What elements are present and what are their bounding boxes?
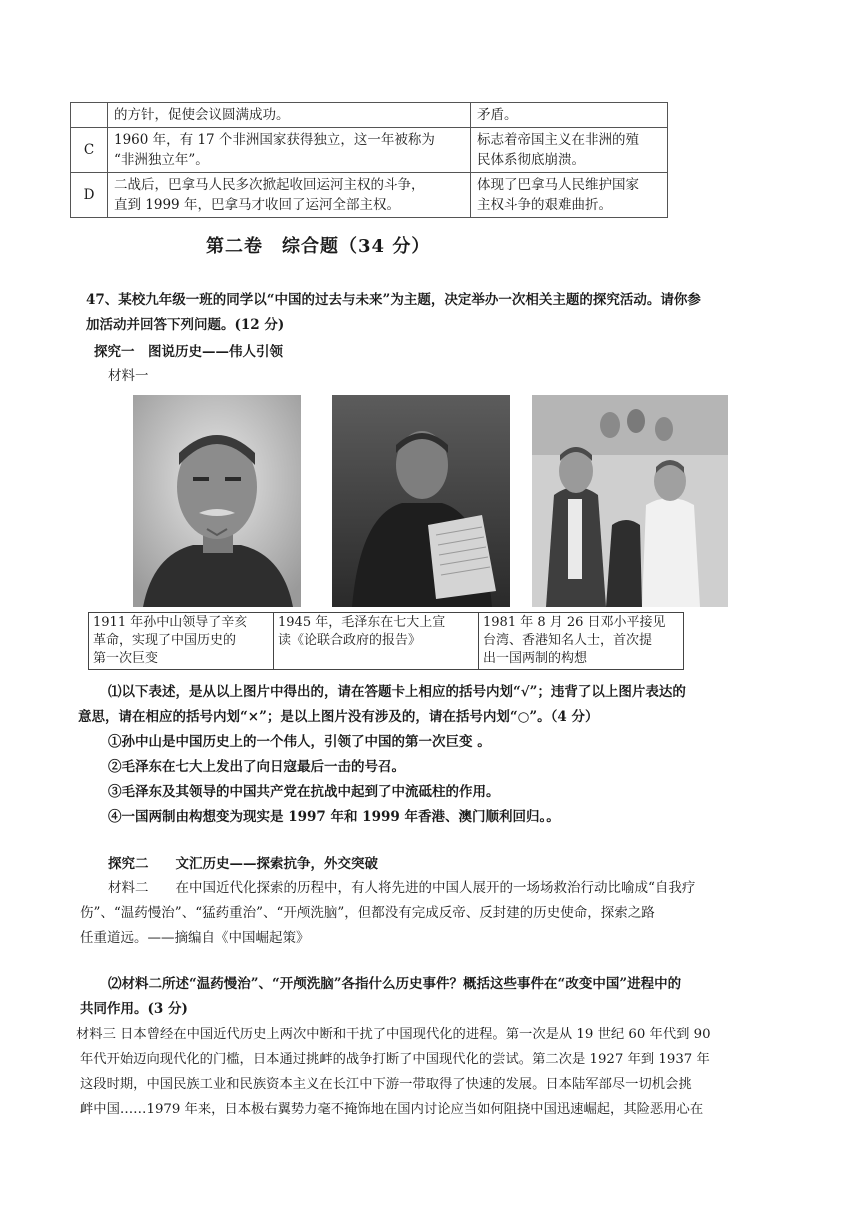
- text-line: 直到 1999 年，巴拿马才收回了运河全部主权。: [114, 197, 400, 213]
- text-line: 任重道远。——摘编自《中国崛起策》: [80, 930, 310, 946]
- text-line: 这段时期，中国民族工业和民族资本主义在长江中下游一带取得了快速的发展。日本陆军部尽一切机会挑: [80, 1077, 692, 1092]
- text-line: 47、某校九年级一班的同学以“中国的过去与未来”为主题，决定举办一次相关主题的探究活动。请你参: [86, 292, 701, 308]
- caption-deng-xiaoping: [479, 613, 684, 670]
- sub-question-1: [78, 680, 798, 730]
- material2: [80, 876, 790, 951]
- option-cell: [71, 103, 108, 128]
- text-line: 读《论联合政府的报告》: [278, 633, 422, 648]
- statement-list: [108, 730, 560, 830]
- answer-options-table: [70, 102, 668, 218]
- text-line: 共同作用。(3 分): [80, 1001, 188, 1017]
- text-line: 材料三 日本曾经在中国近代历史上两次中断和干扰了中国现代化的进程。第一次是从 19 世纪 60 年代到 90: [76, 1027, 711, 1042]
- text-line: 加活动并回答下列问题。(12 分): [86, 317, 285, 333]
- text-line: 体现了巴拿马人民维护国家: [477, 177, 639, 193]
- text-line: 主权斗争的艰难曲折。: [477, 197, 612, 213]
- question-47: [86, 288, 786, 338]
- text-line: 1960 年，有 17 个非洲国家获得独立，这一年被称为: [114, 132, 435, 148]
- list-item: ①孙中山是中国历史上的一个伟人，引领了中国的第一次巨变 。: [108, 734, 491, 750]
- event-cell: [108, 128, 471, 173]
- caption-mao-zedong: [274, 613, 479, 670]
- list-item: ④一国两制由构想变为现实是 1997 年和 1999 年香港、澳门顺利回归。。: [108, 809, 560, 825]
- text-line: 材料二 在中国近代化探索的历程中，有人将先进的中国人展开的一场场救治行动比喻成“自我疗: [108, 880, 696, 896]
- sub-question-2: [80, 972, 790, 1022]
- mao-zedong-photo: [332, 395, 510, 607]
- text-line: 1911 年孙中山领导了辛亥: [93, 615, 248, 630]
- sun-yatsen-photo: [133, 395, 301, 607]
- table-row: [71, 173, 668, 218]
- text-line: 意思，请在相应的括号内划“×”；是以上图片没有涉及的，请在括号内划“○”。（4 分）: [78, 709, 599, 725]
- caption-sun-yatsen: [89, 613, 274, 670]
- text-line: “非洲独立年”。: [114, 152, 209, 168]
- text-line: 衅中国……1979 年来，日本极右翼势力毫不掩饰地在国内讨论应当如何阻挠中国迅速崛起，其险恶用心在: [80, 1102, 704, 1117]
- explore1-title: 探究一 图说历史——伟人引领: [94, 344, 283, 360]
- option-cell: D: [71, 173, 108, 218]
- explore2-title: 探究二 文汇历史——探索抗争，外交突破: [108, 856, 378, 872]
- table-row: [71, 128, 668, 173]
- material1-label: 材料一: [108, 368, 149, 384]
- event-cell: 的方针，促使会议圆满成功。: [108, 103, 471, 128]
- text-line: ⑴以下表述，是从以上图片中得出的，请在答题卡上相应的括号内划“√”；违背了以上图片表达的: [108, 684, 686, 700]
- text-line: 革命，实现了中国历史的: [93, 633, 237, 648]
- list-item: ②毛泽东在七大上发出了向日寇最后一击的号召。: [108, 759, 405, 775]
- text-line: 出一国两制的构想: [483, 651, 588, 666]
- section-title: 第二卷 综合题（34 分）: [206, 236, 431, 257]
- text-line: 标志着帝国主义在非洲的殖: [477, 132, 639, 148]
- significance-cell: [471, 173, 668, 218]
- table-row: [71, 103, 668, 128]
- text-line: 伤”、“温药慢治”、“猛药重治”、“开颅洗脑”，但都没有完成反帝、反封建的历史使命，探索之路: [80, 905, 655, 921]
- text-line: 第一次巨变: [93, 651, 159, 666]
- deng-xiaoping-photo: [532, 395, 728, 607]
- table-row: [89, 613, 684, 670]
- text-line: ⑵材料二所述“温药慢治”、“开颅洗脑”各指什么历史事件？概括这些事件在“改变中国”进程中的: [108, 976, 682, 992]
- material3: [76, 1022, 796, 1122]
- significance-cell: 矛盾。: [471, 103, 668, 128]
- event-cell: [108, 173, 471, 218]
- significance-cell: [471, 128, 668, 173]
- text-line: 台湾、香港知名人士，首次提: [483, 633, 653, 648]
- text-line: 民体系彻底崩溃。: [477, 152, 585, 168]
- text-line: 年代开始迈向现代化的门槛，日本通过挑衅的战争打断了中国现代化的尝试。第二次是 1927 年到 1937 年: [80, 1052, 710, 1067]
- photo-captions-table: [88, 612, 684, 670]
- text-line: 二战后，巴拿马人民多次掀起收回运河主权的斗争，: [114, 177, 425, 193]
- text-line: 1981 年 8 月 26 日邓小平接见: [483, 615, 666, 630]
- list-item: ③毛泽东及其领导的中国共产党在抗战中起到了中流砥柱的作用。: [108, 784, 500, 800]
- option-cell: C: [71, 128, 108, 173]
- text-line: 1945 年，毛泽东在七大上宣: [278, 615, 446, 630]
